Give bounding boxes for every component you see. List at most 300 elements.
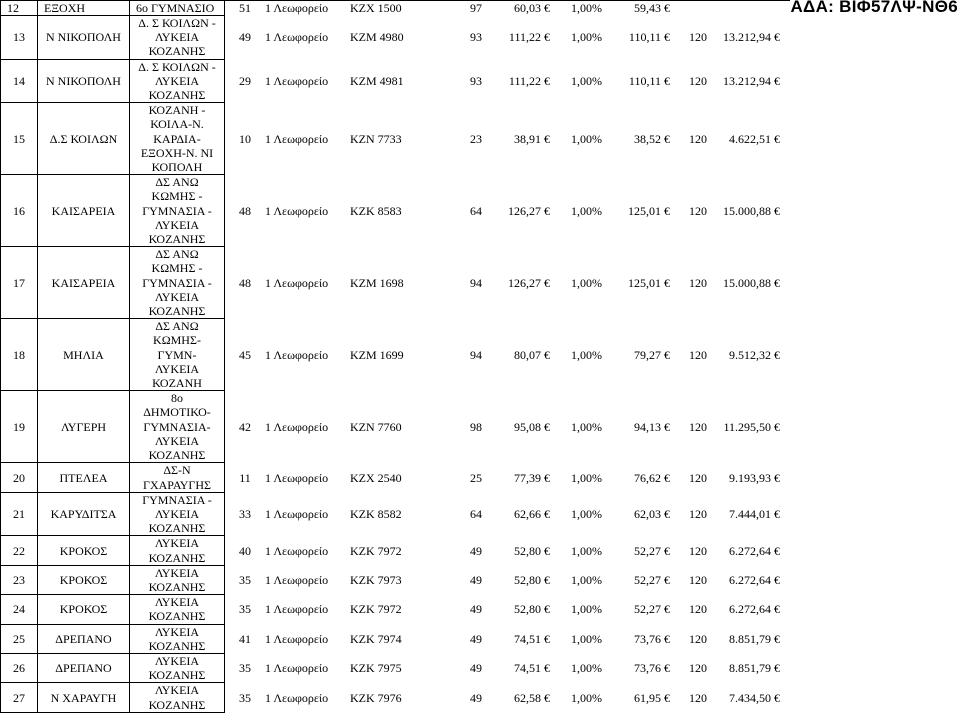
net-price-value: 52,27 bbox=[634, 543, 661, 558]
net-price-value: 125,01 bbox=[628, 203, 661, 218]
days: 120 bbox=[689, 419, 707, 434]
days: 120 bbox=[689, 631, 707, 646]
net-price-value: 73,76 bbox=[634, 631, 661, 646]
euro-sign: € bbox=[774, 30, 780, 45]
net-price-value: 110,11 bbox=[628, 73, 661, 88]
price-value: 52,80 bbox=[514, 543, 541, 558]
address-line: ΛΥΚΕΙΑ bbox=[154, 536, 200, 551]
total-value: 11.295,50 bbox=[723, 419, 771, 434]
km: 25 bbox=[470, 470, 482, 485]
vehicle-type: 1 Λεωφορείο bbox=[265, 419, 329, 434]
plate-number: ΚΖΧ 2540 bbox=[350, 470, 402, 485]
days: 120 bbox=[689, 507, 707, 521]
discount-pct: 1,00% bbox=[571, 572, 602, 587]
students-count: 40 bbox=[239, 543, 251, 558]
area-name: Δ.Σ ΚΟΙΛΩΝ bbox=[38, 103, 130, 175]
days: 120 bbox=[689, 203, 707, 218]
euro-sign: € bbox=[544, 572, 550, 587]
days: 120 bbox=[689, 73, 707, 88]
table-row bbox=[1, 536, 923, 565]
discount-pct: 1,00% bbox=[571, 470, 602, 485]
school-address bbox=[130, 391, 225, 463]
price-value: 62,66 bbox=[514, 507, 541, 521]
route-data bbox=[225, 661, 923, 675]
price bbox=[482, 276, 550, 290]
euro-sign: € bbox=[664, 507, 670, 521]
price bbox=[482, 544, 550, 558]
km: 64 bbox=[470, 203, 482, 218]
net-price-value: 125,01 bbox=[628, 275, 661, 290]
address-line: ΚΟΖΑΝΗΣ bbox=[148, 638, 206, 653]
row-number: 23 bbox=[1, 565, 38, 594]
total-value: 15.000,88 bbox=[723, 203, 771, 218]
km: 49 bbox=[470, 572, 482, 587]
students-count: 35 bbox=[239, 690, 251, 705]
address-line: ΓΥΜΝ- bbox=[157, 347, 197, 362]
row-number: 20 bbox=[1, 463, 38, 492]
euro-sign: € bbox=[664, 347, 670, 362]
price-value: 77,39 bbox=[514, 470, 541, 485]
net-price bbox=[602, 204, 670, 218]
euro-sign: € bbox=[544, 347, 550, 362]
euro-sign: € bbox=[774, 572, 780, 587]
school-address bbox=[130, 492, 225, 536]
students-count: 51 bbox=[239, 1, 251, 16]
discount-pct: 1,00% bbox=[571, 203, 602, 218]
price-value: 52,80 bbox=[514, 602, 541, 617]
address-line: ΛΥΚΕΙΑ bbox=[154, 30, 200, 45]
ada-stamp: ΑΔΑ: ΒΙΦ57ΛΨ-ΝΘ6 bbox=[790, 0, 958, 17]
vehicle-type: 1 Λεωφορείο bbox=[265, 507, 329, 521]
discount-pct: 1,00% bbox=[571, 507, 602, 521]
price bbox=[482, 74, 550, 88]
address-line: ΔΣ ΑΝΩ bbox=[155, 175, 199, 190]
price-value: 74,51 bbox=[514, 661, 541, 676]
net-price bbox=[602, 573, 670, 587]
total-value: 13.212,94 bbox=[723, 30, 771, 45]
discount-pct: 1,00% bbox=[571, 543, 602, 558]
euro-sign: € bbox=[774, 347, 780, 362]
days: 120 bbox=[689, 661, 707, 676]
vehicle-type: 1 Λεωφορείο bbox=[265, 543, 329, 558]
plate-number: ΚΖΚ 7976 bbox=[350, 690, 402, 705]
plate-number: ΚΖΚ 8583 bbox=[350, 203, 402, 218]
route-data bbox=[225, 573, 923, 587]
total bbox=[707, 507, 780, 521]
total-value: 7.444,01 bbox=[729, 507, 771, 521]
plate-number: ΚΖΜ 1699 bbox=[350, 347, 404, 362]
row-number: 24 bbox=[1, 595, 38, 624]
table-row bbox=[1, 391, 923, 463]
total-value: 8.851,79 bbox=[729, 661, 771, 676]
table-row bbox=[1, 463, 923, 492]
address-line: ΚΟΖΑΝΗΣ bbox=[148, 609, 206, 624]
area-name: ΚΑΙΣΑΡΕΙΑ bbox=[38, 247, 130, 319]
km: 49 bbox=[470, 543, 482, 558]
route-data bbox=[225, 602, 923, 616]
discount-pct: 1,00% bbox=[571, 690, 602, 705]
euro-sign: € bbox=[774, 661, 780, 676]
table-row bbox=[1, 247, 923, 319]
route-data bbox=[225, 420, 923, 434]
plate-number: ΚΖΚ 7975 bbox=[350, 661, 402, 676]
area-name: ΠΤΕΛΕΑ bbox=[38, 463, 130, 492]
table-row bbox=[1, 319, 923, 391]
vehicle-type: 1 Λεωφορείο bbox=[265, 347, 329, 362]
euro-sign: € bbox=[544, 470, 550, 485]
euro-sign: € bbox=[544, 73, 550, 88]
vehicle-type: 1 Λεωφορείο bbox=[265, 572, 329, 587]
price-value: 111,22 bbox=[508, 73, 541, 88]
address-line: ΔΗΜΟΤΙΚΟ- bbox=[143, 405, 211, 420]
address-line: ΛΥΚΕΙΑ bbox=[154, 361, 200, 376]
km: 98 bbox=[470, 419, 482, 434]
euro-sign: € bbox=[664, 203, 670, 218]
total bbox=[707, 691, 780, 705]
price bbox=[482, 420, 550, 434]
net-price-value: 52,27 bbox=[634, 572, 661, 587]
euro-sign: € bbox=[774, 419, 780, 434]
euro-sign: € bbox=[664, 470, 670, 485]
net-price bbox=[602, 132, 670, 146]
address-line: ΚΟΖΑΝΗΣ bbox=[148, 697, 206, 712]
row-number: 17 bbox=[1, 247, 38, 319]
days: 120 bbox=[689, 690, 707, 705]
net-price-value: 61,95 bbox=[634, 690, 661, 705]
address-line: ΛΥΚΕΙΑ bbox=[154, 433, 200, 448]
area-name: ΛΥΓΕΡΗ bbox=[38, 391, 130, 463]
vehicle-type: 1 Λεωφορείο bbox=[265, 690, 329, 705]
euro-sign: € bbox=[544, 690, 550, 705]
discount-pct: 1,00% bbox=[571, 131, 602, 146]
students-count: 10 bbox=[239, 131, 251, 146]
net-price-value: 110,11 bbox=[628, 30, 661, 45]
row-number: 13 bbox=[1, 16, 38, 60]
area-name: ΚΡΟΚΟΣ bbox=[38, 565, 130, 594]
address-line: ΛΥΚΕΙΑ bbox=[154, 595, 200, 610]
students-count: 41 bbox=[239, 631, 251, 646]
plate-number: ΚΖΚ 7972 bbox=[350, 602, 402, 617]
address-line: Δ. Σ ΚΟΙΛΩΝ - bbox=[138, 59, 216, 74]
price bbox=[482, 632, 550, 646]
price bbox=[482, 204, 550, 218]
total-value: 8.851,79 bbox=[729, 631, 771, 646]
students-count: 49 bbox=[239, 30, 251, 45]
address-line: ΚΑΡΔΙΑ- bbox=[153, 131, 201, 146]
euro-sign: € bbox=[544, 661, 550, 676]
address-line: ΓΥΜΝΑΣΙΑ - bbox=[142, 275, 212, 290]
address-line: ΚΟΖΑΝΗ - bbox=[148, 103, 206, 118]
net-price bbox=[602, 632, 670, 646]
price bbox=[482, 30, 550, 44]
students-count: 29 bbox=[239, 73, 251, 88]
students-count: 48 bbox=[239, 275, 251, 290]
vehicle-type: 1 Λεωφορείο bbox=[265, 30, 329, 45]
plate-number: ΚΖΜ 1698 bbox=[350, 275, 404, 290]
euro-sign: € bbox=[664, 419, 670, 434]
address-line: ΛΥΚΕΙΑ bbox=[154, 653, 200, 668]
discount-pct: 1,00% bbox=[571, 631, 602, 646]
route-data bbox=[225, 132, 923, 146]
price-value: 126,27 bbox=[508, 203, 541, 218]
table-row bbox=[1, 175, 923, 247]
euro-sign: € bbox=[774, 543, 780, 558]
km: 94 bbox=[470, 275, 482, 290]
students-count: 11 bbox=[239, 470, 251, 485]
school-address bbox=[130, 175, 225, 247]
address-line: ΔΣ-Ν bbox=[163, 463, 191, 478]
route-data bbox=[225, 30, 923, 44]
address-line: ΚΟΖΑΝΗΣ bbox=[148, 88, 206, 103]
net-price: 59,43 € bbox=[634, 1, 670, 16]
euro-sign: € bbox=[774, 275, 780, 290]
table-row bbox=[1, 1, 923, 16]
plate-number: ΚΖΧ 1500 bbox=[350, 1, 402, 16]
address-line: ΛΥΚΕΙΑ bbox=[154, 506, 200, 521]
total bbox=[707, 573, 780, 587]
discount-pct: 1,00% bbox=[571, 661, 602, 676]
area-name: Ν ΧΑΡΑΥΓΗ bbox=[38, 683, 130, 712]
km: 93 bbox=[470, 30, 482, 45]
euro-sign: € bbox=[664, 631, 670, 646]
address-line: ΚΟΖΑΝΗΣ bbox=[148, 304, 206, 319]
total-value: 9.512,32 bbox=[729, 347, 771, 362]
euro-sign: € bbox=[544, 419, 550, 434]
euro-sign: € bbox=[664, 275, 670, 290]
table-row bbox=[1, 595, 923, 624]
vehicle-type: 1 Λεωφορείο bbox=[265, 470, 329, 485]
days: 120 bbox=[689, 543, 707, 558]
area-name: Ν ΝΙΚΟΠΟΛΗ bbox=[38, 59, 130, 103]
km: 97 bbox=[470, 1, 482, 16]
row-number: 21 bbox=[1, 492, 38, 536]
row-number: 15 bbox=[1, 103, 38, 175]
discount-pct: 1,00% bbox=[571, 73, 602, 88]
route-data bbox=[225, 276, 923, 290]
route-data bbox=[225, 544, 923, 558]
price bbox=[482, 471, 550, 485]
route-data bbox=[225, 691, 923, 705]
address-line: ΛΥΚΕΙΑ bbox=[154, 624, 200, 639]
km: 93 bbox=[470, 73, 482, 88]
students-count: 42 bbox=[239, 419, 251, 434]
net-price-value: 76,62 bbox=[634, 470, 661, 485]
price bbox=[482, 661, 550, 675]
plate-number: ΚΖΝ 7733 bbox=[350, 131, 402, 146]
total-value: 4.622,51 bbox=[729, 131, 771, 146]
total bbox=[707, 544, 780, 558]
total bbox=[707, 74, 780, 88]
address-line: ΚΟΖΑΝΗΣ bbox=[148, 521, 206, 536]
discount-pct: 1,00% bbox=[571, 1, 602, 16]
students-count: 35 bbox=[239, 661, 251, 676]
euro-sign: € bbox=[544, 203, 550, 218]
euro-sign: € bbox=[544, 30, 550, 45]
table-row bbox=[1, 653, 923, 682]
row-number: 25 bbox=[1, 624, 38, 653]
students-count: 45 bbox=[239, 347, 251, 362]
net-price bbox=[602, 276, 670, 290]
price bbox=[482, 691, 550, 705]
students-count: 33 bbox=[239, 507, 251, 521]
route-data bbox=[225, 74, 923, 88]
euro-sign: € bbox=[664, 661, 670, 676]
school-address bbox=[130, 16, 225, 60]
discount-pct: 1,00% bbox=[571, 347, 602, 362]
euro-sign: € bbox=[774, 631, 780, 646]
total-value: 13.212,94 bbox=[723, 73, 771, 88]
net-price bbox=[602, 602, 670, 616]
vehicle-type: 1 Λεωφορείο bbox=[265, 275, 329, 290]
net-price-value: 73,76 bbox=[634, 661, 661, 676]
vehicle-type: 1 Λεωφορείο bbox=[265, 602, 329, 617]
students-count: 48 bbox=[239, 203, 251, 218]
euro-sign: € bbox=[664, 73, 670, 88]
address-line: ΓΧΑΡΑΥΓΗΣ bbox=[143, 477, 211, 492]
days: 120 bbox=[689, 275, 707, 290]
row-number: 22 bbox=[1, 536, 38, 565]
plate-number: ΚΖΝ 7760 bbox=[350, 419, 402, 434]
total bbox=[707, 602, 780, 616]
euro-sign: € bbox=[774, 203, 780, 218]
discount-pct: 1,00% bbox=[571, 602, 602, 617]
days: 120 bbox=[689, 602, 707, 617]
vehicle-type: 1 Λεωφορείο bbox=[265, 131, 329, 146]
address-line: ΛΥΚΕΙΑ bbox=[154, 289, 200, 304]
area-name: Ν ΝΙΚΟΠΟΛΗ bbox=[38, 16, 130, 60]
students-count: 35 bbox=[239, 602, 251, 617]
euro-sign: € bbox=[544, 275, 550, 290]
address-line: ΕΞΟΧΗ-Ν. ΝΙ bbox=[140, 145, 214, 160]
price-value: 111,22 bbox=[508, 30, 541, 45]
days: 120 bbox=[689, 470, 707, 485]
address-line: ΛΥΚΕΙΑ bbox=[154, 683, 200, 698]
address-line: ΛΥΚΕΙΑ bbox=[154, 73, 200, 88]
net-price bbox=[602, 348, 670, 362]
address-line: ΚΟΖΑΝΗΣ bbox=[148, 232, 206, 247]
euro-sign: € bbox=[774, 507, 780, 521]
students-count: 35 bbox=[239, 572, 251, 587]
km: 49 bbox=[470, 602, 482, 617]
route-data bbox=[225, 507, 923, 521]
km: 64 bbox=[470, 507, 482, 521]
euro-sign: € bbox=[544, 631, 550, 646]
address-line: ΔΣ ΑΝΩ bbox=[155, 247, 199, 262]
net-price bbox=[602, 30, 670, 44]
table-row bbox=[1, 16, 923, 60]
km: 49 bbox=[470, 690, 482, 705]
discount-pct: 1,00% bbox=[571, 30, 602, 45]
price bbox=[482, 573, 550, 587]
total-value: 6.272,64 bbox=[729, 543, 771, 558]
address-line: ΚΟΖΑΝΗΣ bbox=[148, 579, 206, 594]
table-row bbox=[1, 683, 923, 712]
area-name: ΜΗΛΙΑ bbox=[38, 319, 130, 391]
total bbox=[707, 661, 780, 675]
address-line: ΓΥΜΝΑΣΙΑ - bbox=[142, 492, 212, 507]
net-price bbox=[602, 507, 670, 521]
euro-sign: € bbox=[774, 470, 780, 485]
school-address bbox=[130, 536, 225, 565]
school-name: 6ο ΓΥΜΝΑΣΙΟ bbox=[130, 1, 225, 16]
price-value: 38,91 bbox=[514, 131, 541, 146]
total bbox=[707, 471, 780, 485]
address-line: ΚΟΖΑΝΗ bbox=[152, 376, 202, 391]
address-line: ΚΩΜΗΣ - bbox=[151, 189, 203, 204]
euro-sign: € bbox=[544, 131, 550, 146]
school-address bbox=[130, 595, 225, 624]
total bbox=[707, 30, 780, 44]
euro-sign: € bbox=[664, 690, 670, 705]
price bbox=[482, 132, 550, 146]
total bbox=[707, 204, 780, 218]
total bbox=[707, 420, 780, 434]
school-address bbox=[130, 565, 225, 594]
plate-number: ΚΖΚ 8582 bbox=[350, 507, 402, 521]
price-value: 126,27 bbox=[508, 275, 541, 290]
price-value: 62,58 bbox=[514, 690, 541, 705]
plate-number: ΚΖΚ 7973 bbox=[350, 572, 402, 587]
net-price bbox=[602, 420, 670, 434]
area-name: ΔΡΕΠΑΝΟ bbox=[38, 624, 130, 653]
price bbox=[482, 507, 550, 521]
net-price-value: 94,13 bbox=[634, 419, 661, 434]
row-number: 26 bbox=[1, 653, 38, 682]
price-value: 95,08 bbox=[514, 419, 541, 434]
address-line: ΛΥΚΕΙΑ bbox=[154, 565, 200, 580]
school-address bbox=[130, 319, 225, 391]
row-number: 16 bbox=[1, 175, 38, 247]
euro-sign: € bbox=[664, 572, 670, 587]
euro-sign: € bbox=[664, 602, 670, 617]
address-line: ΚΟΖΑΝΗΣ bbox=[148, 448, 206, 463]
address-line: Δ. Σ ΚΟΙΛΩΝ - bbox=[138, 16, 216, 30]
table-row bbox=[1, 492, 923, 536]
net-price bbox=[602, 74, 670, 88]
school-address bbox=[130, 653, 225, 682]
address-line: ΚΩΜΗΣ- bbox=[153, 333, 201, 348]
total-value: 9.193,93 bbox=[729, 470, 771, 485]
price: 60,03 € bbox=[514, 1, 550, 16]
days: 120 bbox=[689, 572, 707, 587]
vehicle-type: 1 Λεωφορείο bbox=[265, 73, 329, 88]
total-value: 6.272,64 bbox=[729, 572, 771, 587]
plate-number: ΚΖΜ 4980 bbox=[350, 30, 404, 45]
area-name: ΕΞΟΧΗ bbox=[38, 1, 130, 16]
euro-sign: € bbox=[544, 602, 550, 617]
euro-sign: € bbox=[774, 131, 780, 146]
euro-sign: € bbox=[774, 602, 780, 617]
euro-sign: € bbox=[544, 507, 550, 521]
euro-sign: € bbox=[774, 690, 780, 705]
address-line: ΛΥΚΕΙΑ bbox=[154, 217, 200, 232]
net-price-value: 62,03 bbox=[634, 507, 661, 521]
net-price-value: 52,27 bbox=[634, 602, 661, 617]
price-value: 74,51 bbox=[514, 631, 541, 646]
total-value: 6.272,64 bbox=[729, 602, 771, 617]
days: 120 bbox=[689, 30, 707, 45]
price-value: 80,07 bbox=[514, 347, 541, 362]
price bbox=[482, 602, 550, 616]
address-line: ΚΟΖΑΝΗΣ bbox=[148, 668, 206, 683]
plate-number: ΚΖΜ 4981 bbox=[350, 73, 404, 88]
euro-sign: € bbox=[664, 30, 670, 45]
km: 49 bbox=[470, 631, 482, 646]
address-line: ΔΣ ΑΝΩ bbox=[155, 319, 199, 334]
row-number: 12 bbox=[1, 1, 38, 16]
address-line: ΚΟΖΑΝΗΣ bbox=[148, 44, 206, 59]
school-address bbox=[130, 463, 225, 492]
